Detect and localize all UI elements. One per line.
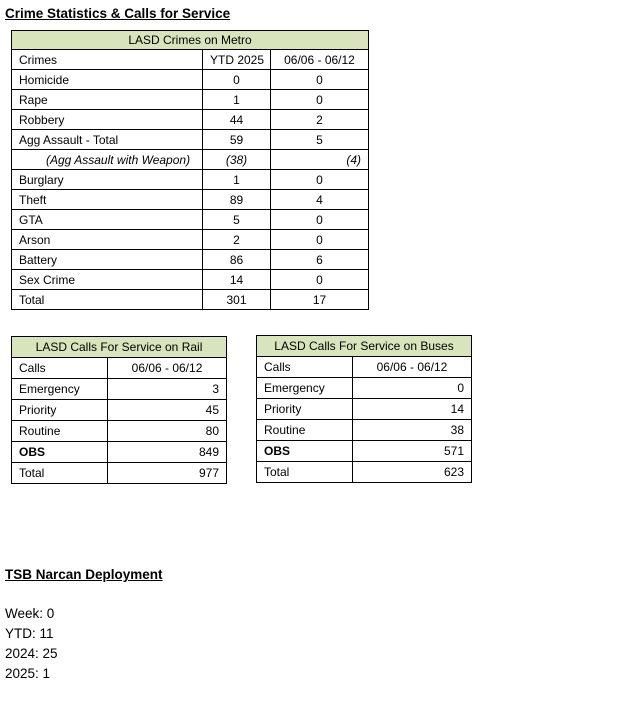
- table-row: [12, 210, 369, 230]
- narcan-stats: [5, 604, 58, 684]
- call-count: 80: [108, 421, 227, 442]
- crime-week: 17: [271, 290, 369, 310]
- rail-table-caption: LASD Calls For Service on Rail: [12, 337, 227, 358]
- crime-label: Sex Crime: [12, 270, 203, 290]
- table-row: [12, 150, 369, 170]
- crimes-header-row: [12, 50, 369, 70]
- col-header-calls: Calls: [257, 357, 353, 378]
- crime-ytd: 2: [203, 230, 271, 250]
- crime-label: Arson: [12, 230, 203, 250]
- col-header-week: 06/06 - 06/12: [353, 357, 472, 378]
- crime-label: Theft: [12, 190, 203, 210]
- table-row-total: [12, 290, 369, 310]
- call-type: Routine: [12, 421, 108, 442]
- crime-ytd: 86: [203, 250, 271, 270]
- crime-ytd: (38): [203, 150, 271, 170]
- crime-week: 4: [271, 190, 369, 210]
- table-row: [12, 190, 369, 210]
- crime-week: 6: [271, 250, 369, 270]
- call-type: Total: [12, 463, 108, 484]
- call-count: 623: [353, 462, 472, 483]
- crime-ytd: 0: [203, 70, 271, 90]
- table-row: [257, 441, 472, 462]
- crime-label: Robbery: [12, 110, 203, 130]
- crime-label: Rape: [12, 90, 203, 110]
- table-row: [12, 442, 227, 463]
- crime-label: Agg Assault - Total: [12, 130, 203, 150]
- table-row: [12, 400, 227, 421]
- rail-calls-table: [11, 336, 227, 484]
- crime-ytd: 89: [203, 190, 271, 210]
- col-header-ytd: YTD 2025: [203, 50, 271, 70]
- narcan-title: TSB Narcan Deployment: [5, 567, 163, 582]
- crime-week: 5: [271, 130, 369, 150]
- call-count: 849: [108, 442, 227, 463]
- crimes-table-caption: LASD Crimes on Metro: [12, 31, 369, 50]
- page-title: Crime Statistics & Calls for Service: [5, 6, 231, 21]
- narcan-2024: 2024: 25: [5, 646, 58, 661]
- call-type: Priority: [257, 399, 353, 420]
- call-type: Priority: [12, 400, 108, 421]
- crime-ytd: 301: [203, 290, 271, 310]
- crime-label: Battery: [12, 250, 203, 270]
- table-row: [12, 230, 369, 250]
- crime-week: 0: [271, 70, 369, 90]
- call-type: Emergency: [12, 379, 108, 400]
- table-row: [257, 399, 472, 420]
- col-header-week: 06/06 - 06/12: [108, 358, 227, 379]
- narcan-ytd: YTD: 11: [5, 626, 54, 641]
- narcan-week: Week: 0: [5, 606, 55, 621]
- call-count: 571: [353, 441, 472, 462]
- crime-label: Total: [12, 290, 203, 310]
- crime-week: 0: [271, 90, 369, 110]
- call-type: Emergency: [257, 378, 353, 399]
- call-count: 3: [108, 379, 227, 400]
- crime-week: 0: [271, 170, 369, 190]
- narcan-2025: 2025: 1: [5, 666, 51, 681]
- table-row: [12, 110, 369, 130]
- call-count: 0: [353, 378, 472, 399]
- crime-week: (4): [271, 150, 369, 170]
- call-count: 45: [108, 400, 227, 421]
- crime-label: Homicide: [12, 70, 203, 90]
- table-row-total: [12, 463, 227, 484]
- crime-week: 0: [271, 230, 369, 250]
- table-row: [257, 378, 472, 399]
- crime-label: (Agg Assault with Weapon): [12, 150, 203, 170]
- crimes-table: [11, 30, 369, 310]
- call-count: 14: [353, 399, 472, 420]
- crime-week: 0: [271, 210, 369, 230]
- call-type: OBS: [12, 442, 108, 463]
- table-row: [257, 420, 472, 441]
- crime-label: Burglary: [12, 170, 203, 190]
- table-row: [12, 250, 369, 270]
- crime-ytd: 1: [203, 170, 271, 190]
- table-row: [12, 379, 227, 400]
- call-type: Routine: [257, 420, 353, 441]
- crime-ytd: 59: [203, 130, 271, 150]
- call-count: 38: [353, 420, 472, 441]
- call-count: 977: [108, 463, 227, 484]
- bus-table-caption: LASD Calls For Service on Buses: [257, 336, 472, 357]
- bus-header-row: [257, 357, 472, 378]
- table-row: [12, 90, 369, 110]
- crime-week: 0: [271, 270, 369, 290]
- col-header-week: 06/06 - 06/12: [271, 50, 369, 70]
- crime-week: 2: [271, 110, 369, 130]
- call-type: Total: [257, 462, 353, 483]
- crime-label: GTA: [12, 210, 203, 230]
- col-header-calls: Calls: [12, 358, 108, 379]
- crime-ytd: 44: [203, 110, 271, 130]
- bus-calls-table: [256, 335, 472, 483]
- table-row: [12, 130, 369, 150]
- crime-ytd: 1: [203, 90, 271, 110]
- table-row: [12, 170, 369, 190]
- table-row: [12, 70, 369, 90]
- table-row-total: [257, 462, 472, 483]
- crime-ytd: 14: [203, 270, 271, 290]
- crime-ytd: 5: [203, 210, 271, 230]
- table-row: [12, 421, 227, 442]
- col-header-crimes: Crimes: [12, 50, 203, 70]
- table-row: [12, 270, 369, 290]
- rail-header-row: [12, 358, 227, 379]
- call-type: OBS: [257, 441, 353, 462]
